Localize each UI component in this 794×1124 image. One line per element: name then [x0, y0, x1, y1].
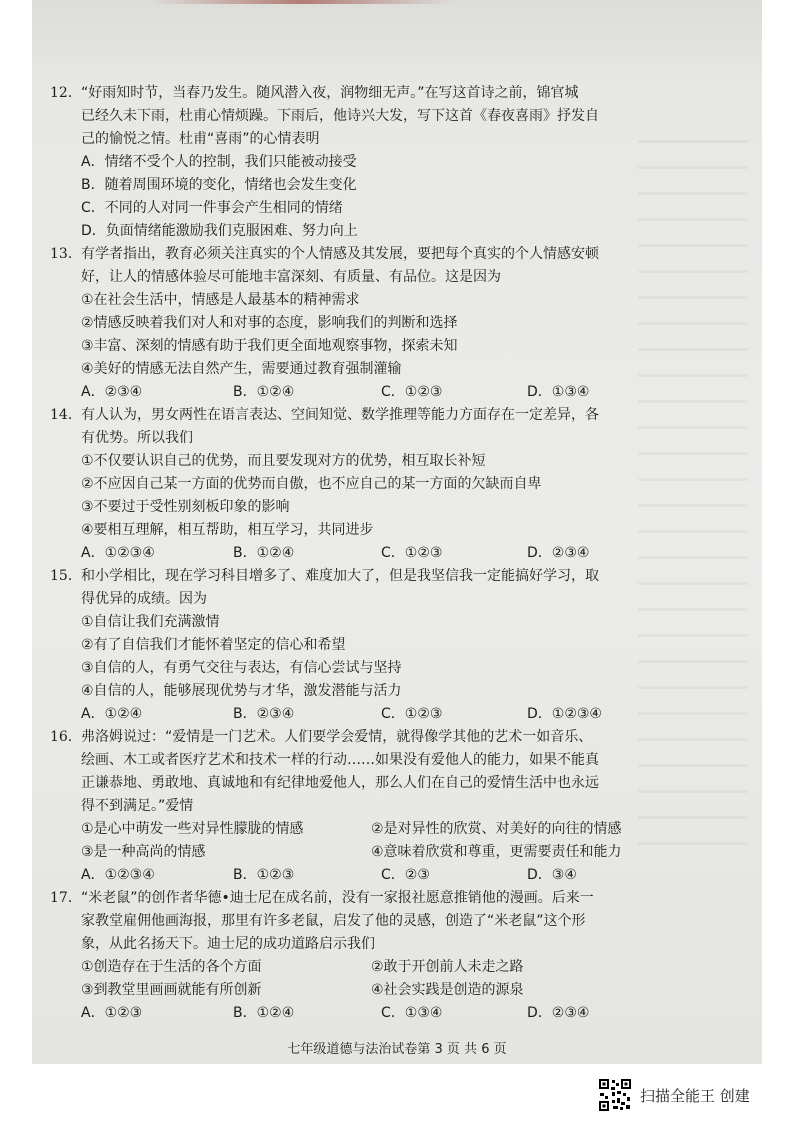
question-number: 14．: [50, 407, 82, 423]
statement-item: ①不仅要认识自己的优势，而且要发现对方的优势，相互取长补短: [81, 453, 486, 469]
question-number: 17．: [50, 890, 82, 906]
answer-choice: A．①②③: [81, 1005, 143, 1021]
statement-item: ④要相互理解，相互帮助，相互学习，共同进步: [81, 522, 374, 538]
answer-choice: C．②③: [381, 867, 430, 883]
answer-option: C．不同的人对同一件事会产生相同的情绪: [81, 200, 343, 216]
question-stem: [50, 726, 740, 818]
statement-item: ④美好的情感无法自然产生，需要通过教育强制灌输: [81, 361, 402, 377]
answer-choices: [50, 864, 740, 887]
statement-item: ④自信的人，能够展现优势与才华，激发潜能与活力: [81, 683, 402, 699]
statement-item: ③丰富、深刻的情感有助于我们更全面地观察事物，探索未知: [81, 338, 458, 354]
answer-choices: [50, 542, 740, 565]
stem-line: 好，让人的情感体验尽可能地丰富深刻、有质量、有品位。这是因为: [81, 269, 501, 285]
stem-line: “米老鼠”的创作者华德•迪士尼在成名前，没有一家报社愿意推销他的漫画。后来一: [81, 890, 594, 906]
statement-row: [50, 956, 740, 979]
statement-row: [50, 841, 740, 864]
question-12: [50, 82, 740, 243]
statement-row: [50, 979, 740, 1002]
answer-choice: A．①②③④: [81, 867, 155, 883]
page-footer: 七年级道德与法治试卷第 3 页 共 6 页: [287, 1042, 507, 1057]
question-number: 15．: [50, 568, 82, 584]
answer-choice: D．②③④: [527, 1005, 590, 1021]
statement-item: ③不要过于受性别刻板印象的影响: [81, 499, 290, 515]
statement-item: ①在社会生活中，情感是人最基本的精神需求: [81, 292, 360, 308]
answer-choice: C．①②③: [381, 706, 443, 722]
stem-line: 有优势。所以我们: [81, 430, 193, 446]
answer-choice: D．②③④: [527, 545, 590, 561]
question-stem: [50, 887, 740, 956]
stem-line: 和小学相比，现在学习科目增多了、难度加大了，但是我坚信我一定能搞好学习，取: [81, 568, 599, 584]
scan-edge-artifact: [152, 0, 452, 4]
answer-choice: D．③④: [527, 867, 577, 883]
statement-item: ③到教堂里画画就能有所创新: [81, 982, 262, 998]
question-17: [50, 887, 740, 1025]
statement-item: ②不应因自己某一方面的优势而自傲，也不应自己的某一方面的欠缺而自卑: [81, 476, 542, 492]
statement-item: ④社会实践是创造的源泉: [371, 982, 524, 998]
watermark-text: 扫描全能王 创建: [640, 1086, 750, 1105]
statement-item: ②有了自信我们才能怀着坚定的信心和希望: [81, 637, 346, 653]
answer-choices: [50, 1002, 740, 1025]
question-stem: [50, 565, 740, 611]
statement-item: ④意味着欣赏和尊重，更需要责任和能力: [371, 844, 622, 860]
stem-line: 已经久未下雨，杜甫心情烦躁。下雨后，他诗兴大发，写下这首《春夜喜雨》抒发自: [81, 108, 599, 124]
answer-choice: B．①②④: [233, 384, 295, 400]
answer-choice: A．②③④: [81, 384, 143, 400]
answer-choice: B．①②④: [233, 1005, 295, 1021]
statement-item: ②是对异性的欣赏、对美好的向往的情感: [371, 821, 622, 837]
question-number: 13．: [50, 246, 82, 262]
statement-item: ①自信让我们充满激情: [81, 614, 220, 630]
stem-line: “好雨知时节，当春乃发生。随风潜入夜，润物细无声。”在写这首诗之前，锦官城: [81, 85, 579, 101]
answer-choice: B．①②④: [233, 545, 295, 561]
question-14: [50, 404, 740, 565]
scanner-watermark: [598, 1078, 750, 1112]
stem-line: 得不到满足。”爱情: [81, 798, 194, 814]
question-stem: [50, 82, 740, 151]
answer-choice: C．①③④: [381, 1005, 443, 1021]
question-16: [50, 726, 740, 887]
stem-line: 有人认为，男女两性在语言表达、空间知觉、数学推理等能力方面存在一定差异，各: [81, 407, 599, 423]
statement-item: ③是一种高尚的情感: [81, 844, 206, 860]
answer-choice: C．①②③: [381, 545, 443, 561]
statement-item: ②情感反映着我们对人和对事的态度，影响我们的判断和选择: [81, 315, 458, 331]
answer-option: B．随着周围环境的变化，情绪也会发生变化: [81, 177, 357, 193]
qr-code-icon: [598, 1078, 632, 1112]
question-number: 16．: [50, 729, 82, 745]
answer-choice: B．②③④: [233, 706, 295, 722]
answer-choice: C．①②③: [381, 384, 443, 400]
statement-item: ①是心中萌发一些对异性朦胧的情感: [81, 821, 304, 837]
stem-line: 正谦恭地、勇敢地、真诚地和有纪律地爱他人，那么人们在自己的爱情生活中也永远: [81, 775, 599, 791]
question-number: 12．: [50, 85, 82, 101]
stem-line: 绘画、木工或者医疗艺术和技术一样的行动……如果没有爱他人的能力，如果不能真: [81, 752, 599, 768]
answer-choices: [50, 381, 740, 404]
stem-line: 家教堂雇佣他画海报，那里有许多老鼠，启发了他的灵感，创造了“米老鼠”这个形: [81, 913, 586, 929]
stem-line: 得优异的成绩。因为: [81, 591, 207, 607]
answer-choice: A．①②④: [81, 706, 143, 722]
question-list: [50, 82, 740, 1025]
answer-choice: D．①③④: [527, 384, 590, 400]
stem-line: 弗洛姆说过：“爱情是一门艺术。人们要学会爱情，就得像学其他的艺术一如音乐、: [81, 729, 593, 745]
answer-option: A．情绪不受个人的控制，我们只能被动接受: [81, 154, 357, 170]
question-stem: [50, 243, 740, 289]
question-stem: [50, 404, 740, 450]
answer-choice: B．①②③: [233, 867, 295, 883]
stem-line: 象，从此名扬天下。迪士尼的成功道路启示我们: [81, 936, 375, 952]
answer-choice: A．①②③④: [81, 545, 155, 561]
statement-row: [50, 818, 740, 841]
answer-choices: [50, 703, 740, 726]
statement-item: ②敢于开创前人未走之路: [371, 959, 524, 975]
statement-item: ①创造存在于生活的各个方面: [81, 959, 262, 975]
statement-item: ③自信的人，有勇气交往与表达，有信心尝试与坚持: [81, 660, 402, 676]
stem-line: 己的愉悦之情。杜甫“喜雨”的心情表明: [81, 131, 320, 147]
answer-choice: D．①②③④: [527, 706, 602, 722]
question-15: [50, 565, 740, 726]
exam-paper-scan: [32, 0, 762, 1064]
question-13: [50, 243, 740, 404]
stem-line: 有学者指出，教育必须关注真实的个人情感及其发展，要把每个真实的个人情感安顿: [81, 246, 599, 262]
answer-option: D．负面情绪能激励我们克服困难、努力向上: [81, 223, 358, 239]
